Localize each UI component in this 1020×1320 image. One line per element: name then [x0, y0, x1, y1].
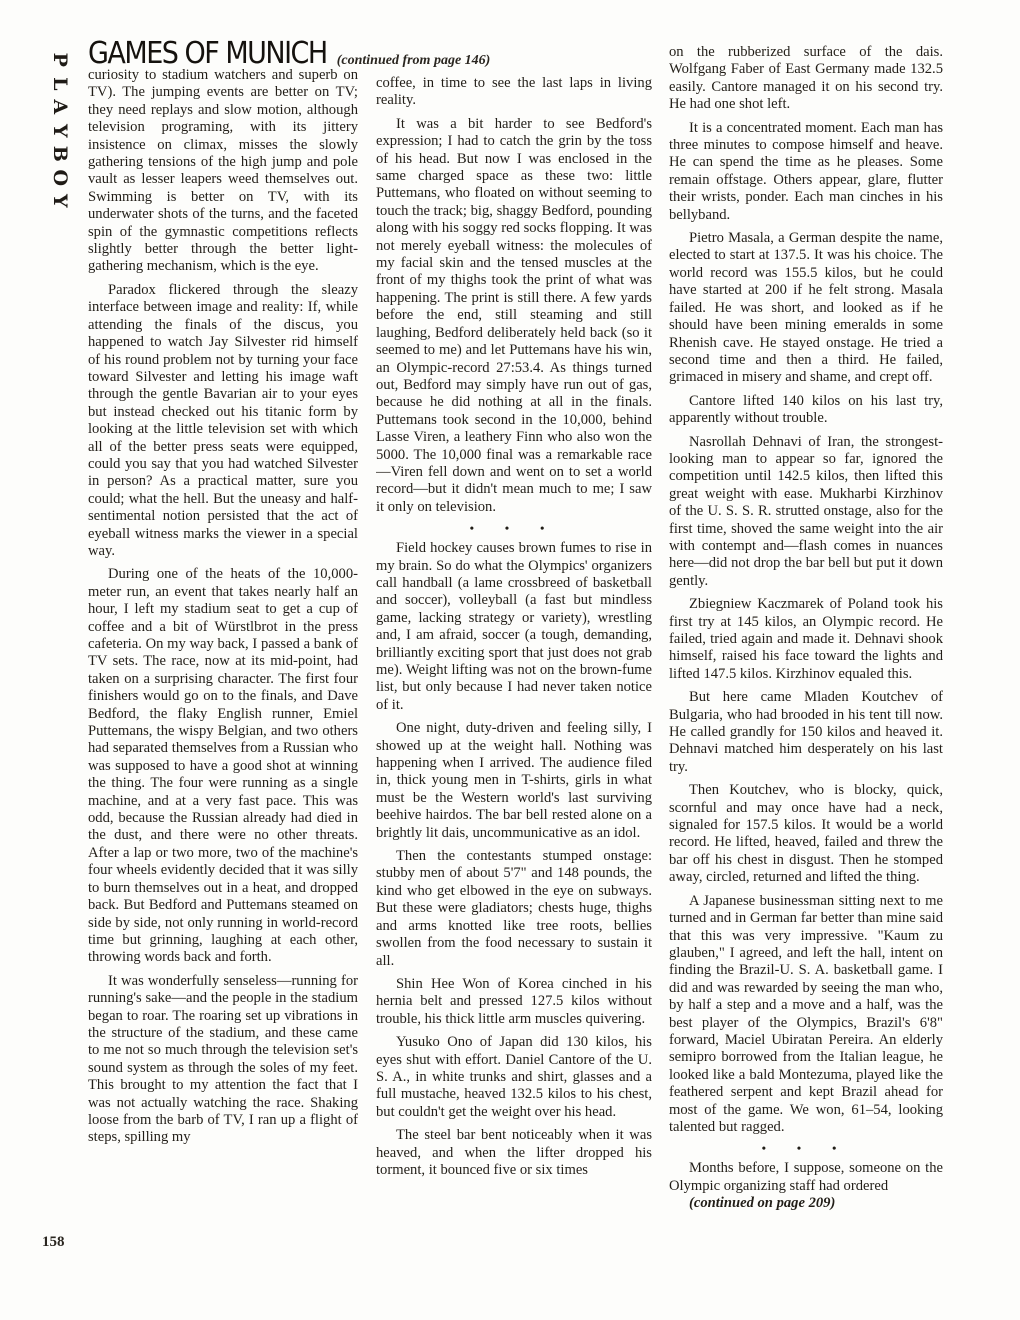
paragraph: A Japanese businessman sitting next to me turned and in German far better than mine said that this was very impressive. "Kaum zu glauben," I agreed, and left the hall, intent on finding the Brazil-U. S. A. basketball game. I did and was rewarded by seeing the man who, by half a step and a move and a half, was the best player of the Olympics, Brazil's 6'8" forward, Maciel Ubiratan Pereira. An elderly semipro borrowed from the Italian league, he looked like a bald Montezuma, played like the feathered serpent and kept Brazil ahead for most of the game. We won, 61–54, looking talented but ragged.: [669, 892, 943, 1135]
paragraph: Zbiegniew Kaczmarek of Poland took his first try at 145 kilos, an Olympic record. He failed, tried again and made it. Dehnavi shook himself, raised his face toward the lights and lifted 147.5 kilos. Kirzhinov equaled this.: [669, 596, 943, 682]
section-break: • • •: [469, 521, 559, 536]
text-column-2: [376, 0, 652, 1320]
text-column-1: [88, 0, 358, 1320]
paragraph: Field hockey causes brown fumes to rise in my brain. So do what the Olympics' organizers call handball (a lame crossbreed of basketball and soccer), volleyball (a fast but mindless game, lacking strategy or variety), wrestling and, I am afraid, soccer (a tough, demanding, brilliantly exciting sport that just does not grab me). Weight lifting was not on the brown-fume list, but only because I had never taken notice of it.: [376, 540, 652, 713]
playboy-masthead: [44, 48, 74, 213]
masthead-letter: Y: [48, 193, 71, 208]
paragraph: on the rubberized surface of the dais. Wolfgang Faber of East Germany made 132.5 easily. Cantore managed it on his second try. He had one shot left.: [669, 44, 943, 113]
masthead-letter: L: [48, 76, 71, 90]
paragraph: Then the contestants stumped onstage: stubby men of about 5'7" and 148 pounds, the kind who get elbowed in the eye on subways. But these were gladiators; chests huge, thighs and arms knotted like tree roots, bellies swollen from the food necessary to sustain it all.: [376, 848, 652, 969]
paragraph: Yusuko Ono of Japan did 130 kilos, his eyes shut with effort. Daniel Cantore of the U. S. A., in white trunks and shirt, glasses and a full mustache, heaved 132.5 kilos to his chest, but couldn't get the weight over his head.: [376, 1034, 652, 1120]
masthead-letter: A: [48, 99, 71, 115]
article-title: GAMES OF MUNICH: [88, 36, 327, 71]
continued-from-note: (continued from page 146): [336, 53, 491, 68]
paragraph: coffee, in time to see the last laps in living reality.: [376, 75, 652, 109]
paragraph: Nasrollah Dehnavi of Iran, the strongest-looking man to appear so far, ignored the competition until 142.5 kilos, then lifted this great weight with ease. Mukharbi Kirzhinov of the U. S. S. R. strutted onstage, also for the first time, shoved the same weight into the air with contempt and—flash comes in nuances here—did not drop the bar bell but put it down gently.: [669, 433, 943, 589]
paragraph: One night, duty-driven and feeling silly, I showed up at the weight hall. Nothing was happening when I arrived. The audience filed in, thick young men in T-shirts, girls in what must be the Western world's last surviving beehive hairdos. The bar bell rested alone on a brightly lit dais, uncommunicative as an idol.: [376, 720, 652, 841]
paragraph: Paradox flickered through the sleazy interface between image and reality: If, while attending the finals of the discus, you happened to watch Jay Silvester rid himself of his round problem not by turning your face toward Silvester and letting his image waft through the gentle Bavarian air to your eyes but instead checked out his titanic form by looking at the little television set with which all of the better press seats were equipped, could you say that you had watched Silvester in person? As a practical matter, sure you could; what the hell. But the uneasy and half-sentimental notion persisted that the act of eyeball witness marks the viewer in a special way.: [88, 281, 358, 559]
masthead-letter: B: [48, 145, 71, 162]
masthead-letter: Y: [48, 123, 71, 138]
paragraph: It was a bit harder to see Bedford's expression; I had to catch the grin by the toss of his head. But now I was enclosed in the same charged space as these two: little Puttemans, who floated on without seeming to touch the track; big, shaggy Bedford, pounding along with his soggy red socks flopping. It was not merely eyeball witness: the molecules of my facial skin and the tensed muscles at the front of my thighs took the print of what was happening. The print is still there. A few yards before the end, still steaming and still laughing, Bedford deliberately held back (so it seemed to me) and let Puttemans have his win, an Olympic-record 27:53.4. As things turned out, Bedford may simply have run out of gas, because he did nothing at all in the finals. Puttemans took second in the 10,000, behind Lasse Viren, a leathery Finn who also won the 5000. The 10,000 final was a remarkable race—Viren fell down and went on to set a world record—but it didn't mean much to me; I saw it only on television.: [376, 115, 652, 515]
paragraph: But here came Mladen Koutchev of Bulgaria, who had brooded in his tent till now. He called grandly for 150 kilos and heaved it. Dehnavi matched him desperately on his last try.: [669, 689, 943, 775]
text-column-3: [669, 0, 943, 1320]
masthead-letter: P: [48, 52, 71, 67]
paragraph: It is a concentrated moment. Each man has three minutes to compose himself and heave. He can spend the time as he pleases. Some remain offstage. Others appear, glare, flutter their wrists, ponder. Each man cinches in his bellyband.: [669, 119, 943, 223]
paragraph: Then Koutchev, who is blocky, quick, scornful and may once have had a neck, signaled for 157.5 kilos. It would be a world record. He lifted, heaved, failed and threw the bar off his chest in disgust. Then he stomped away, circled, returned and lifted the thing.: [669, 782, 943, 886]
paragraph: Cantore lifted 140 kilos on his last try, apparently without trouble.: [669, 392, 943, 427]
paragraph: The steel bar bent noticeably when it was heaved, and when the lifter dropped his torment, it bounced five or six times: [376, 1127, 652, 1178]
paragraph: curiosity to stadium watchers and superb on TV). The jumping events are better on TV; they need replays and slow motion, although television programing, with its jittery insistence on climax, misses the slowly gathering tensions of the high jump and pole vault as lesser leapers weed themselves out. Swimming is better on TV, with its underwater shots of the turns, and the faceted spin of the gymnastic competitions reflects slightly better through the better light-gathering mechanism, which is the eye.: [88, 67, 358, 275]
page-number: 158: [42, 1234, 65, 1250]
continued-on-note: (continued on page 209): [689, 1195, 836, 1212]
paragraph: It was wonderfully senseless—running for running's sake—and the people in the stadium began to roar. The roaring set up vibrations in the structure of the stadium, and these came to me not so much through the television set's sound system as through the soles of my feet. This brought to my attention the fact that I was not actually watching the race. Shaking loose from the barb of TV, I ran up a flight of steps, spilling my: [88, 972, 358, 1146]
masthead-letter: O: [48, 168, 71, 186]
paragraph: Pietro Masala, a German despite the name, elected to start at 137.5. It was his choice. The world record was 155.5 kilos, but he could have started at 200 if he felt strong. Masala failed. He was short, and looked as if he should have been mining emeralds in some Rhenish cave. He stayed onstage. He tried a second time and then a third. He failed, grimaced in misery and shame, and crept off.: [669, 230, 943, 386]
paragraph: Shin Hee Won of Korea cinched in his hernia belt and pressed 127.5 kilos without trouble, his thick little arm muscles quivering.: [376, 975, 652, 1027]
paragraph: Months before, I suppose, someone on the Olympic organizing staff had ordered: [669, 1160, 943, 1194]
section-break: • • •: [761, 1141, 851, 1156]
paragraph: During one of the heats of the 10,000-meter run, an event that takes nearly half an hour, I left my stadium seat to get a cup of coffee and a bit of Würstlbrot in the press cafeteria. On my way back, I passed a bank of TV sets. The race, now at its mid-point, had taken on a surprising character. The first four finishers would go on to the finals, and Dave Bedford, the flaky English runner, Emiel Puttemans, the wispy Belgian, and two others had separated themselves from a Russian who was supposed to have a good shot at winning the thing. The four were running as a single machine, and at a very fast pace. This was odd, because the Russian already had died in the dust, and there were no other threats. After a lap or two more, two of the machine's four wheels evidently decided that it was silly to burn themselves out in a heat, and dropped back. But Bedford and Puttemans steamed on side by side, not only running in world-record time but grinning, laughing at each other, throwing words back and forth.: [88, 566, 358, 966]
